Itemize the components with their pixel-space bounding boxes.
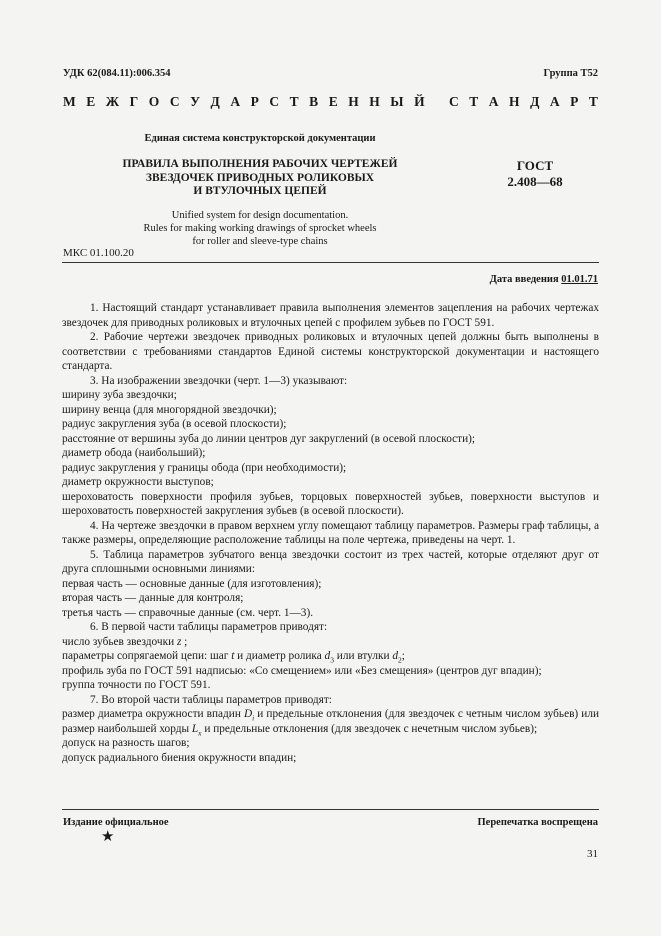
- official-edition: Издание официальное: [63, 817, 169, 828]
- series-letter: Р: [250, 94, 259, 109]
- list-item: допуск на разность шагов;: [62, 737, 190, 749]
- series-letter: У: [190, 94, 200, 109]
- series-title: [63, 94, 598, 110]
- series-letter: Е: [86, 94, 96, 109]
- mks-code: МКС 01.100.20: [63, 247, 134, 259]
- series-letter: С: [448, 94, 459, 109]
- english-title-line: Unified system for design documentation.: [171, 210, 349, 221]
- gost-number: 2.408—68: [507, 174, 563, 189]
- series-letter: А: [488, 94, 499, 109]
- series-letter: Н: [509, 94, 520, 109]
- system-name: Единая система конструкторской документации: [144, 133, 376, 144]
- series-letter: С: [169, 94, 180, 109]
- standard-body: [62, 301, 599, 765]
- series-letter: Н: [369, 94, 380, 109]
- intro-date-value: 01.01.71: [561, 274, 598, 285]
- paragraph-5: 5. Таблица параметров зубчатого венца звездочки состоит из трех частей, которые отделяют друг от друга сплошными основными линиями:: [62, 548, 599, 575]
- list-item: первая часть — основные данные (для изготовления);: [62, 577, 322, 590]
- series-letter: О: [148, 94, 160, 109]
- list-item: шероховатость поверхности профиля зубьев, торцовых поверхностей зубьев, поверхности выступов и шероховатость поверхностей закругления зубьев (в осевой плоскости).: [62, 490, 599, 517]
- series-letter: Д: [530, 94, 540, 109]
- list-item: радиус закругления у границы обода (при необходимости);: [62, 461, 347, 474]
- introduction-date: [490, 274, 598, 285]
- series-letter: Й: [414, 94, 425, 109]
- footer-divider: [62, 809, 599, 810]
- series-letter: С: [269, 94, 280, 109]
- intro-date-label: Дата введения: [489, 274, 559, 285]
- list-item: допуск радиального биения окружности впадин;: [62, 751, 297, 764]
- reprint-notice: Перепечатка воспрещена: [477, 817, 598, 828]
- series-letter: Н: [348, 94, 359, 109]
- list-item: диаметр окружности выступов;: [62, 476, 214, 488]
- star-icon: ★: [101, 829, 115, 845]
- title-line: И ВТУЛОЧНЫХ ЦЕПЕЙ: [193, 185, 327, 197]
- series-letter: Д: [210, 94, 220, 109]
- english-title-line: for roller and sleeve-type chains: [192, 236, 328, 247]
- udk-code: УДК 62(084.11):006.354: [63, 68, 171, 79]
- paragraph-7: 7. Во второй части таблицы параметров приводят:: [90, 693, 332, 706]
- series-letter: Т: [588, 94, 598, 109]
- list-item: третья часть — справочные данные (см. черт. 1—3).: [62, 606, 314, 619]
- list-item: параметры сопрягаемой цепи: шаг t и диаметр ролика $d_3$ или втулки $d_2$;: [62, 650, 405, 665]
- list-item: группа точности по ГОСТ 591.: [62, 679, 211, 691]
- series-letter: Т: [469, 94, 479, 109]
- english-title: [60, 209, 460, 248]
- paragraph-6: 6. В первой части таблицы параметров приводят:: [90, 621, 328, 633]
- english-title-line: Rules for making working drawings of sprocket wheels: [143, 223, 377, 234]
- paragraph-4: 4. На чертеже звездочки в правом верхнем углу помещают таблицу параметров. Размеры граф таблицы, а также размеры, определяющие расположение таблицы на поле чертежа, приведены на черт. 1.: [62, 519, 599, 546]
- series-letter: В: [309, 94, 319, 109]
- title-line: ПРАВИЛА ВЫПОЛНЕНИЯ РАБОЧИХ ЧЕРТЕЖЕЙ: [122, 158, 398, 170]
- list-item: радиус закругления зуба (в осевой плоскости);: [62, 418, 287, 430]
- series-letter: [435, 94, 438, 110]
- list-item: вторая часть — данные для контроля;: [62, 592, 244, 604]
- document-title: [60, 158, 460, 199]
- header-divider: [62, 262, 599, 263]
- series-letter: А: [230, 94, 241, 109]
- paragraph-3: 3. На изображении звездочки (черт. 1—3) указывают:: [90, 374, 348, 387]
- series-letter: Р: [570, 94, 579, 109]
- list-item: число зубьев звездочки z ;: [62, 635, 188, 648]
- group-code: Группа Т52: [543, 68, 598, 79]
- series-letter: Ы: [390, 94, 404, 109]
- series-letter: Е: [328, 94, 338, 109]
- page-number: 31: [587, 848, 598, 860]
- paragraph-1: 1. Настоящий стандарт устанавливает правила выполнения элементов зацепления на рабочих чертежах звездочек для приводных роликовых и втулочных цепей с профилем зубьев по ГОСТ 591.: [62, 302, 599, 329]
- series-letter: А: [549, 94, 560, 109]
- title-line: ЗВЕЗДОЧЕК ПРИВОДНЫХ РОЛИКОВЫХ: [145, 171, 375, 184]
- list-item: ширину зуба звездочки;: [62, 389, 177, 401]
- list-item: профиль зуба по ГОСТ 591 надписью: «Со смещением» или «Без смещения» (центров дуг впадин);: [62, 664, 542, 677]
- list-item: размер диаметра окружности впадин $D_i$ и предельные отклонения (для звездочек с четным числом зубьев) или размер наибольшей хорды $L_x$ и предельные отклонения (для звездочек с нечетным числом зубьев);: [62, 708, 599, 737]
- list-item: ширину венца (для многорядной звездочки);: [62, 403, 277, 416]
- series-letter: Г: [129, 94, 139, 109]
- series-letter: Ж: [105, 94, 120, 109]
- series-letter: Т: [289, 94, 299, 109]
- list-item: диаметр обода (наибольший);: [62, 447, 206, 459]
- list-item: расстояние от вершины зуба до линии центров дуг закруглений (в осевой плоскости);: [62, 432, 476, 445]
- gost-designation: [480, 158, 590, 190]
- paragraph-2: 2. Рабочие чертежи звездочек приводных роликовых и втулочных цепей должны быть выполнены в соответствии с требованиями стандартов Единой системы конструкторской документации и настоящего стандарта.: [62, 331, 599, 372]
- gost-label: ГОСТ: [516, 158, 554, 173]
- series-letter: М: [63, 94, 76, 109]
